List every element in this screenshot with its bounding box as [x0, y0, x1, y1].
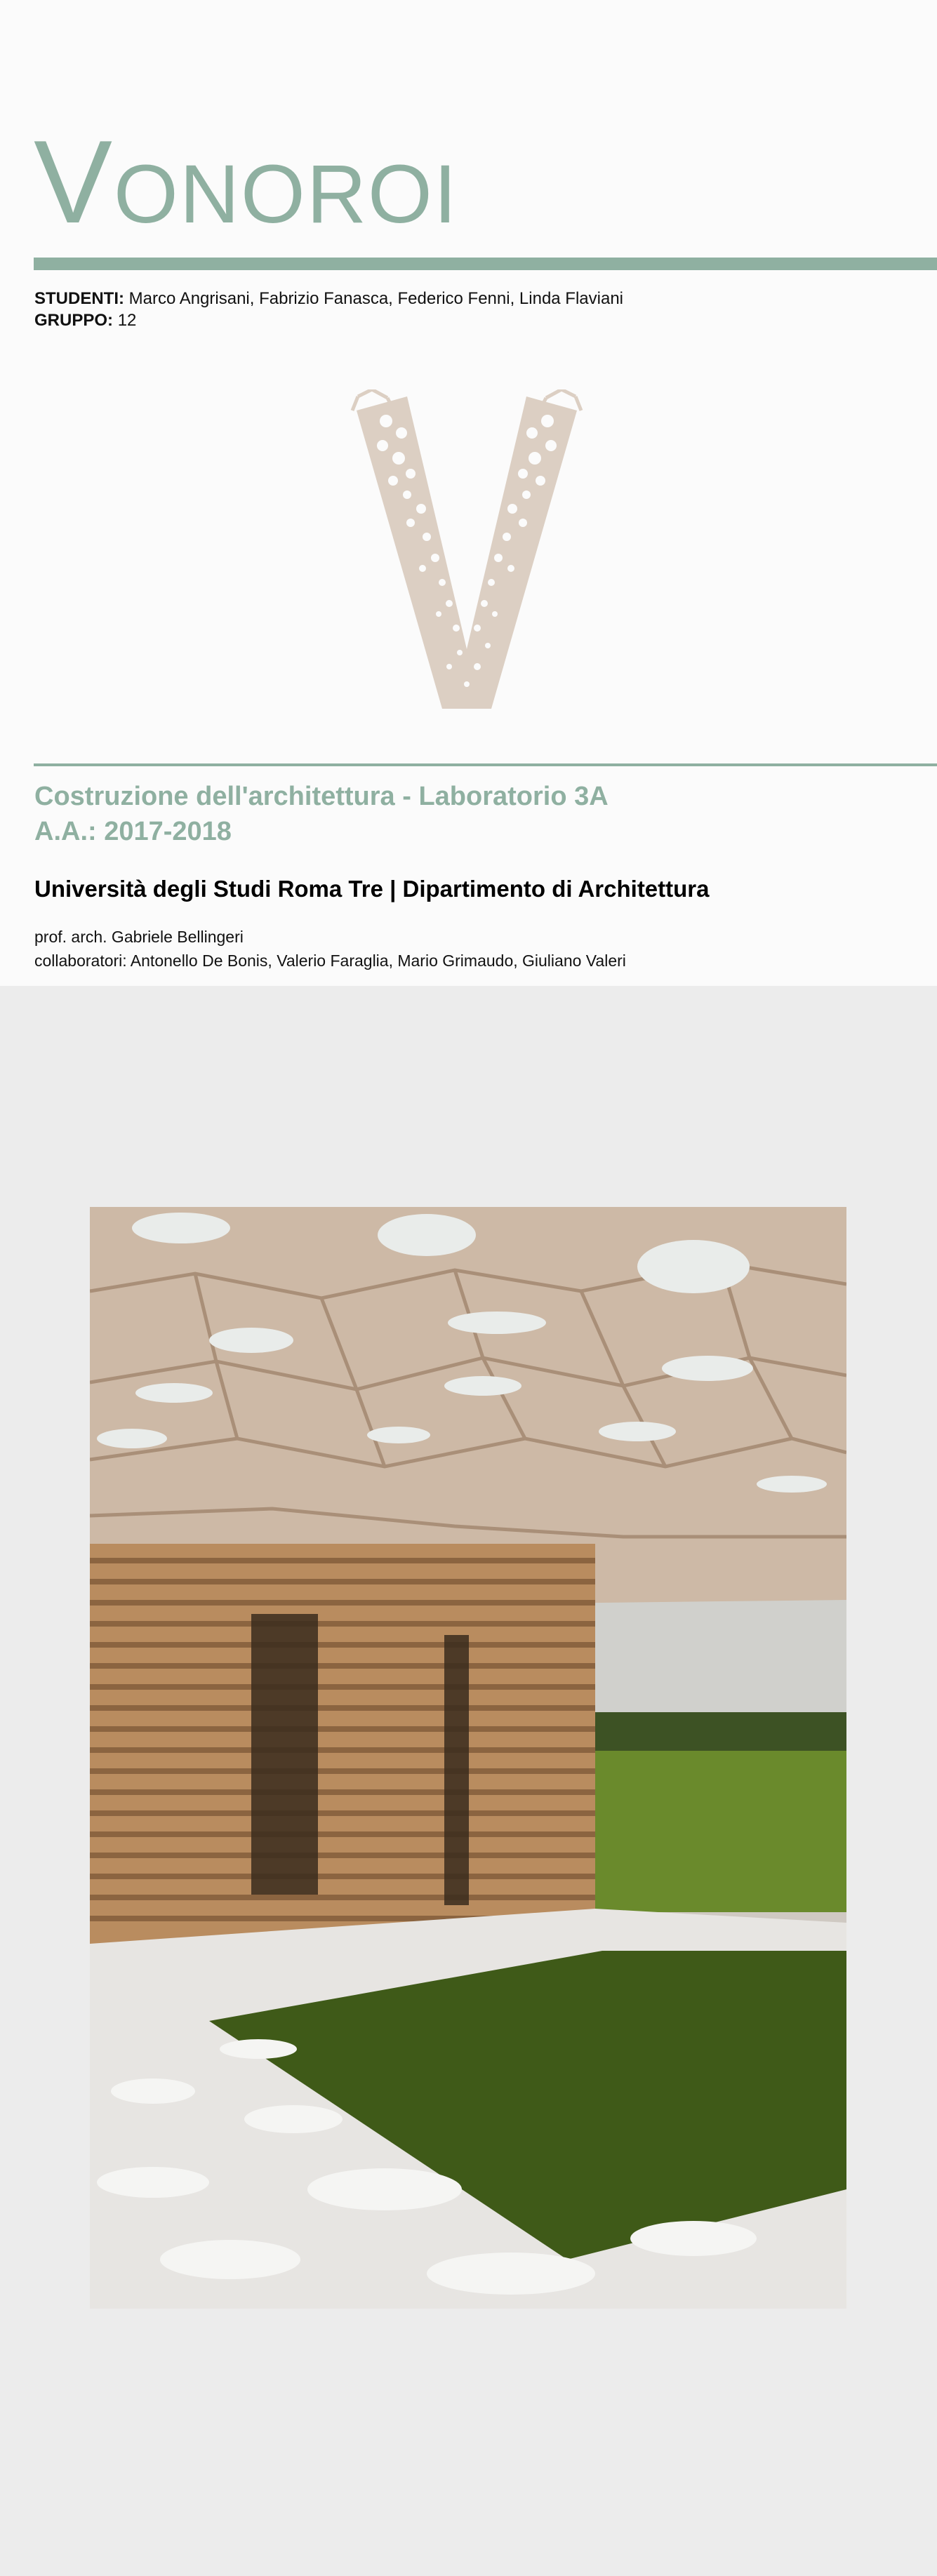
collaborators: collaboratori: Antonello De Bonis, Valerio Faraglia, Mario Grimaudo, Giuliano Valeri	[34, 952, 626, 970]
students-block	[34, 288, 623, 331]
professor: prof. arch. Gabriele Bellingeri	[34, 928, 244, 946]
title-rule	[34, 258, 937, 270]
students-names: Marco Angrisani, Fabrizio Fanasca, Federico Fenni, Linda Flaviani	[128, 289, 624, 308]
faculty-block	[34, 925, 626, 973]
voronoi-v-logo	[344, 389, 590, 712]
course-title: Costruzione dell'architettura - Laboratorio 3A	[34, 782, 609, 811]
university-line: Università degli Studi Roma Tre | Dipartimento di Architettura	[34, 876, 710, 902]
cover-header	[0, 0, 937, 986]
course-block	[34, 779, 609, 849]
group-label: GRUPPO:	[34, 311, 114, 330]
architectural-render	[90, 1207, 846, 2309]
section-rule	[34, 763, 937, 766]
render-illustration	[90, 1207, 846, 2309]
project-title: Vonoroi	[34, 116, 458, 248]
academic-year: A.A.: 2017-2018	[34, 817, 232, 846]
students-label: STUDENTI:	[34, 289, 124, 308]
group-number: 12	[117, 311, 137, 330]
